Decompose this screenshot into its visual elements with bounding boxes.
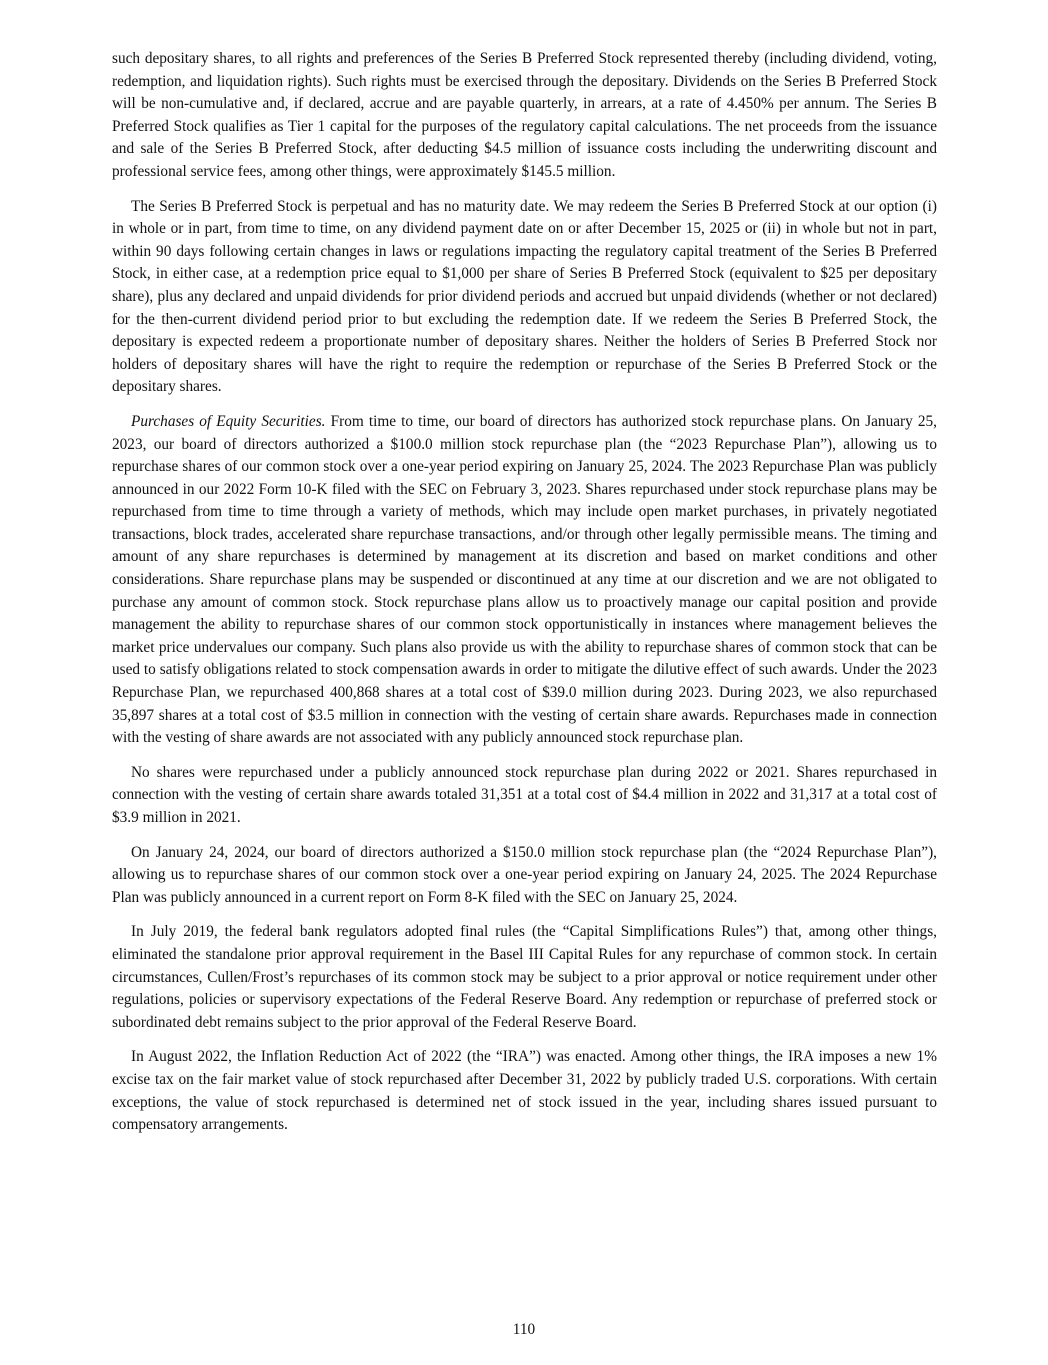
paragraph-capital-simplifications bbox=[112, 921, 937, 1034]
page-number: 110 bbox=[512, 1321, 536, 1338]
paragraph-purchases-of-equity bbox=[112, 411, 937, 750]
paragraph-prior-year-repurchases bbox=[112, 762, 937, 830]
paragraph-text: such depositary shares, to all rights and preferences of the Series B Preferred Stock represented thereby (including dividend, voting, redemption, and liquidation rights). Such rights must be exercised through the depositary. Dividends on the Series B Preferred Stock will be non-cumulative and, if declared, accrue and are payable quarterly, in arrears, at a rate of 4.450% per annum. The Series B Preferred Stock qualifies as Tier 1 capital for the purposes of the regulatory capital calculations. The net proceeds from the issuance and sale of the Series B Preferred Stock, after deducting $4.5 million of issuance costs including the underwriting discount and professional service fees, among other things, were approximately $145.5 million. bbox=[112, 50, 937, 180]
paragraph-series-b-redemption bbox=[112, 196, 937, 399]
paragraph-series-b-rights bbox=[112, 48, 937, 184]
paragraph-inflation-reduction-act bbox=[112, 1046, 937, 1136]
paragraph-2024-repurchase-plan bbox=[112, 842, 937, 910]
paragraph-text: On January 24, 2024, our board of directors authorized a $150.0 million stock repurchase plan (the “2024 Repurchase Plan”), allowing us to repurchase shares of our common stock over a one-year period expiring on January 24, 2025. The 2024 Repurchase Plan was publicly announced in a current report on Form 8-K filed with the SEC on January 25, 2024. bbox=[112, 843, 937, 906]
paragraph-text: From time to time, our board of directors has authorized stock repurchase plans. On January 25, 2023, our board of directors authorized a $100.0 million stock repurchase plan (the “2023 Repurchase Plan”), allowing us to repurchase shares of our common stock over a one-year period expiring on January 25, 2024. The 2023 Repurchase Plan was publicly announced in our 2022 Form 10-K filed with the SEC on February 3, 2023. Shares repurchased under stock repurchase plans may be repurchased from time to time through a variety of methods, which may include open market purchases, in privately negotiated transactions, block trades, accelerated share repurchase transactions, and/or through other legally permissible means. The timing and amount of any share repurchases is determined by management at its discretion and based on market conditions and other considerations. Share repurchase plans may be suspended or discontinued at any time at our discretion and we are not obligated to purchase any amount of common stock. Stock repurchase plans allow us to proactively manage our capital position and provide management the ability to repurchase shares of our common stock opportunistically in instances where management believes the market price undervalues our company. Such plans also provide us with the ability to repurchase shares of common stock that can be used to satisfy obligations related to stock compensation awards in order to mitigate the dilutive effect of such awards. Under the 2023 Repurchase Plan, we repurchased 400,868 shares at a total cost of $39.0 million during 2023. During 2023, we also repurchased 35,897 shares at a total cost of $3.5 million in connection with the vesting of certain share awards. Repurchases made in connection with the vesting of share awards are not associated with any publicly announced stock repurchase plan. bbox=[112, 412, 937, 747]
paragraph-lead-heading: Purchases of Equity Securities. bbox=[131, 412, 326, 430]
paragraph-text: In August 2022, the Inflation Reduction Act of 2022 (the “IRA”) was enacted. Among other things, the IRA imposes a new 1% excise tax on the fair market value of stock repurchased after December 31, 2022 by publicly traded U.S. corporations. With certain exceptions, the value of stock repurchased is determined net of stock issued in the year, including shares issued pursuant to compensatory arrangements. bbox=[112, 1048, 937, 1134]
paragraph-text: In July 2019, the federal bank regulators adopted final rules (the “Capital Simplifications Rules”) that, among other things, eliminated the standalone prior approval requirement in the Basel III Capital Rules for any repurchase of common stock. In certain circumstances, Cullen/Frost’s repurchases of its common stock may be subject to a prior approval or notice requirement under other regulations, policies or supervisory expectations of the Federal Reserve Board. Any redemption or repurchase of preferred stock or subordinated debt remains subject to the prior approval of the Federal Reserve Board. bbox=[112, 923, 937, 1031]
paragraph-text: The Series B Preferred Stock is perpetual and has no maturity date. We may redeem the Series B Preferred Stock at our option (i) in whole or in part, from time to time, on any dividend payment date on or after December 15, 2025 or (ii) in whole but not in part, within 90 days following certain changes in laws or regulations impacting the regulatory capital treatment of the Series B Preferred Stock, in either case, at a redemption price equal to $1,000 per share of Series B Preferred Stock (equivalent to $25 per depositary share), plus any declared and unpaid dividends for prior dividend periods and accrued but unpaid dividends (whether or not declared) for the then-current dividend period prior to but excluding the redemption date. If we redeem the Series B Preferred Stock, the depositary is expected redeem a proportionate number of depositary shares. Neither the holders of Series B Preferred Stock nor holders of depositary shares will have the right to require the redemption or repurchase of the Series B Preferred Stock or the depositary shares. bbox=[112, 197, 937, 396]
paragraph-text: No shares were repurchased under a publicly announced stock repurchase plan during 2022 or 2021. Shares repurchased in connection with the vesting of certain share awards totaled 31,351 at a total cost of $4.4 million in 2022 and 31,317 at a total cost of $3.9 million in 2021. bbox=[112, 763, 937, 826]
document-body bbox=[112, 48, 937, 1149]
